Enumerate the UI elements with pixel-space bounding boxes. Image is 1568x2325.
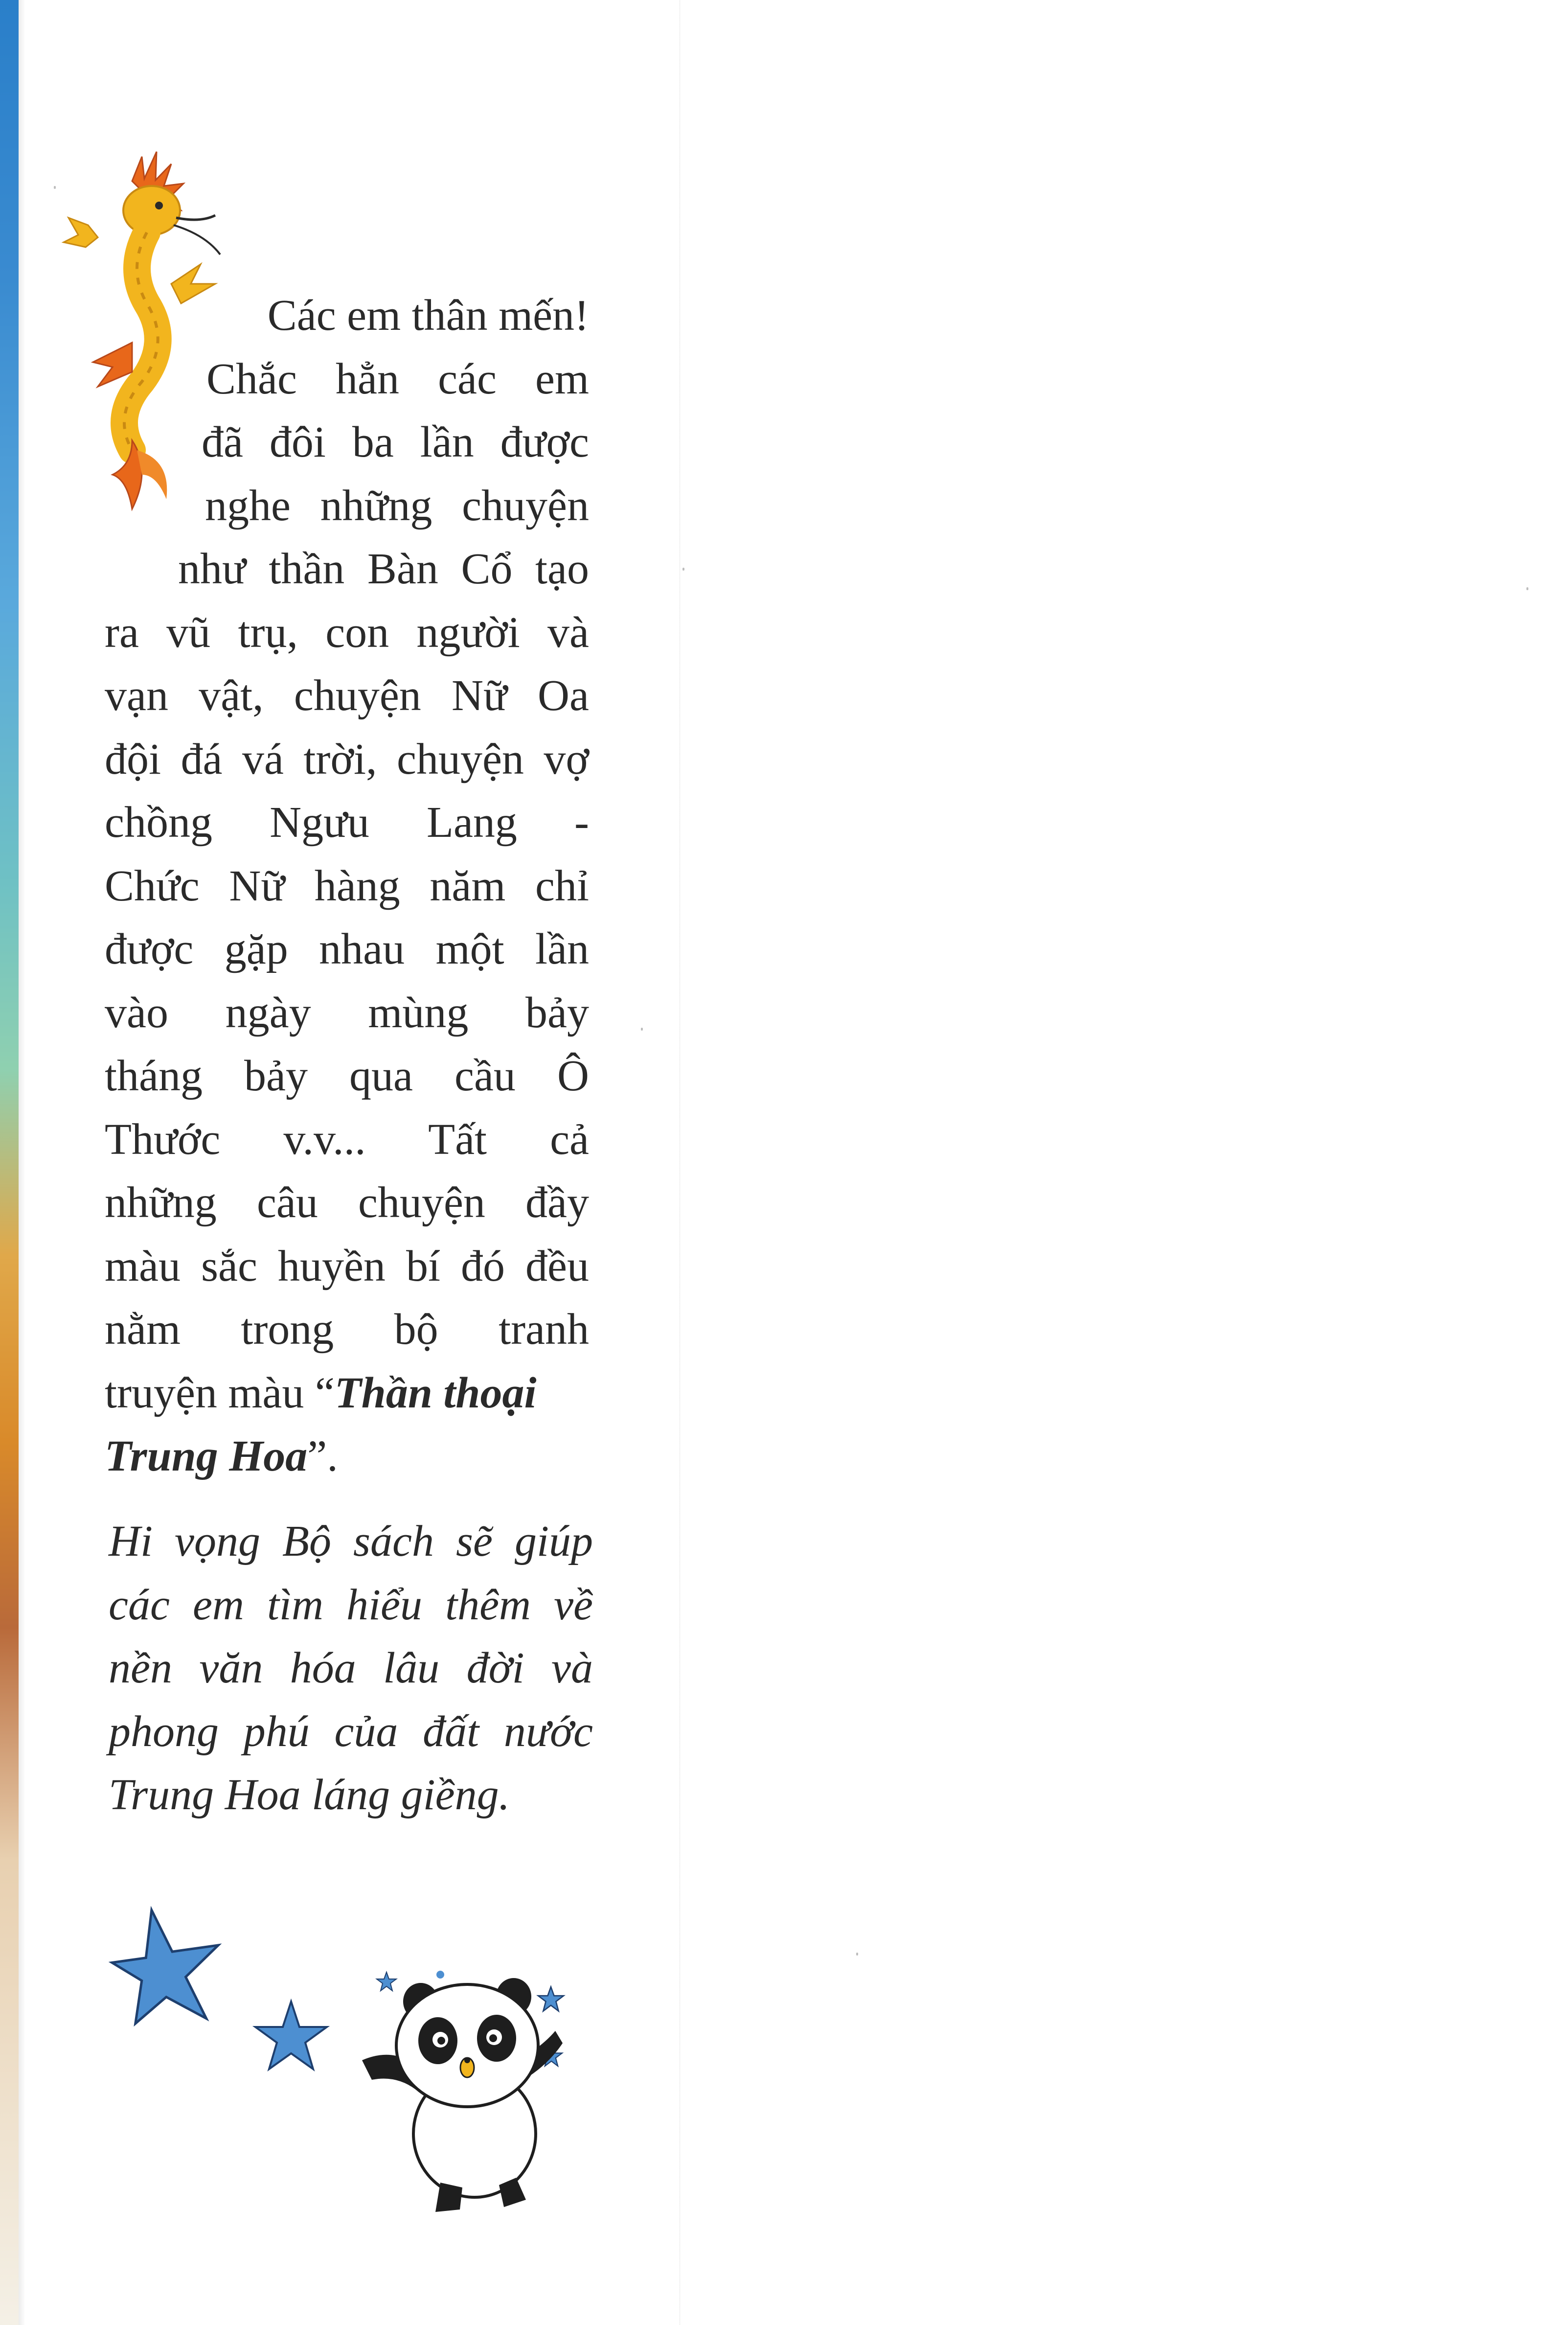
text-line: Chức Nữ hàng năm chỉ (105, 861, 589, 910)
text-line: được gặp nhau một lần (105, 925, 589, 973)
text-line: phong phú của đất nước (109, 1707, 593, 1756)
text-line: đã đôi ba lần được (202, 418, 589, 466)
cover-art-edge (0, 0, 19, 2325)
scan-speck (641, 1028, 643, 1031)
star-icon (106, 1902, 228, 2030)
text-line: như thần Bàn Cổ tạo (178, 545, 589, 593)
text-line: tháng bảy qua cầu Ô (105, 1052, 589, 1100)
text-line: chồng Ngưu Lang - (105, 798, 589, 847)
text-line: nghe những chuyện (205, 481, 589, 530)
series-title: Thần thoại (334, 1368, 537, 1417)
text-line: đội đá vá trời, chuyện vợ (105, 735, 589, 783)
text-line: các em tìm hiểu thêm về (109, 1580, 593, 1629)
text-line: truyện màu “ (105, 1368, 335, 1417)
scan-speck (1526, 587, 1528, 590)
page-fold-line (679, 0, 681, 2325)
text-line: Hi vọng Bộ sách sẽ giúp (109, 1517, 593, 1565)
text-line: nền văn hóa lâu đời và (109, 1644, 593, 1692)
text-line: những câu chuyện đầy (105, 1178, 589, 1227)
text-line: vào ngày mùng bảy (105, 988, 589, 1037)
panda-icon (362, 1978, 563, 2212)
edge-shadow (19, 0, 25, 2325)
star-icon (255, 2002, 327, 2069)
panda-with-stars-illustration (98, 1899, 612, 2212)
closing-paragraph (109, 1510, 593, 1827)
text-line: Thước v.v... Tất cả (105, 1115, 589, 1164)
text-line-with-title (105, 1361, 589, 1425)
star-dot (436, 1971, 444, 1979)
series-title: Trung Hoa (105, 1432, 308, 1480)
star-icon (377, 1972, 396, 1991)
text-line: Trung Hoa láng giềng. (109, 1771, 510, 1819)
star-icon (538, 1987, 564, 2011)
text-line: vạn vật, chuyện Nữ Oa (105, 671, 589, 720)
text-line: ra vũ trụ, con người và (105, 608, 589, 657)
title-closing-quote: ”. (307, 1432, 338, 1480)
intro-paragraph (105, 284, 589, 1488)
scan-speck (54, 186, 56, 189)
scan-speck (682, 568, 684, 571)
text-line-title-end (105, 1425, 589, 1488)
text-line: nằm trong bộ tranh (105, 1305, 589, 1354)
text-line: màu sắc huyền bí đó đều (105, 1242, 589, 1290)
text-line: Các em thân mến! (267, 291, 589, 340)
scan-speck (856, 1953, 858, 1956)
text-line: Chắc hẳn các em (206, 354, 589, 403)
